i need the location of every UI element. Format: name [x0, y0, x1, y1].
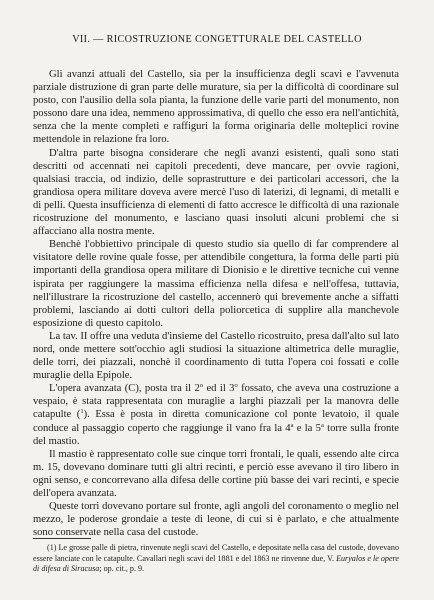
paragraph-4: La tav. II offre una veduta d'insieme del Castello ricostruito, presa dall'alto sul lato nord, onde mettere sott'occhio agli studiosi la situazione altimetrica delle muraglie, delle torri, dei piazzali, nonchè il coordinamento di tutta l'opera coi fossati e colle muraglie della Epipole.	[33, 330, 399, 382]
paragraph-5-part-c: fossato, che aveva una costruzione a vespaio, è stata rappresentata con muraglie a larghi piazzali per la manovra delle catapulte (	[33, 383, 399, 421]
ordinal-sup-2: o	[234, 382, 238, 390]
footnote-text-b: ; op. cit., p. 9.	[99, 564, 145, 574]
ordinal-sup-3: a	[290, 421, 294, 429]
paragraph-5-part-b: ed il 3	[203, 383, 235, 395]
footnote-marker: (1)	[47, 543, 57, 552]
paragraph-1: Gli avanzi attuali del Castello, sia per la insufficienza degli scavi e l'avvenuta parziale distruzione di gran parte delle murature, sia per la difficoltà di coordinare sul posto, con l'ausilio della sola pianta, la funzione delle varie parti del monumento, non possono dare una idea, nemmeno approssimativa, di quello che esso era nell'antichità, senza che la mente completi e raffiguri la forma originaria delle molteplici rovine mettendole in relazione fra loro.	[33, 69, 399, 146]
footnote-divider	[33, 538, 91, 539]
paragraph-5-part-a: L'opera avanzata (C), posta tra il 2	[49, 383, 200, 395]
body-text	[33, 58, 399, 539]
paragraph-5-part-f: torre sulla fronte del mastio.	[33, 422, 399, 447]
footnote-text-a: Le grosse palle di pietra, rinvenute negli scavi del Castello, e depositate nella casa del custode, dovevano essere lanciate con le catapulte. Cavallari negli scavi del 1881 e del 1863 ne rinvenne due, V.	[33, 543, 399, 563]
paragraph-5	[33, 382, 399, 447]
paragraph-5-part-d: ). Essa è posta in diretta comunicazione col ponte levatoio, il quale conduce al passaggio coperto che raggiunge il vano fra la 4	[33, 409, 399, 434]
footnote-title: Euryalos e le opere di difesa di Siracusa	[33, 553, 399, 574]
chapter-heading: VII. — RICOSTRUZIONE CONGETTURALE DEL CASTELLO	[72, 34, 362, 45]
paragraph-6: Il mastio è rappresentato colle sue cinque torri frontali, le quali, essendo alte circa m. 15, dovevano dominare tutti gli altri recinti, e perciò esse avevano il tiro libero in ogni senso, e concorrevano alla difesa delle cortine più basse dei vari recinti, e specie dell'opera avanzata.	[33, 448, 399, 499]
paragraph-2: D'altra parte bisogna considerare che negli avanzi esistenti, quali sono stati descritti od accennati nei capitoli precedenti, deve mancare, per ovvie ragioni, qualsiasi traccia, od indizio, delle soprastrutture e dei particolari accessori, che la grandiosa opera militare doveva avere mercè l'uso di laterizi, di legnami, di metalli e di pelli. Questa insufficienza di elementi di fatto accresce le difficoltà di una razionale ricostruzione del monumento, e lasciano quasi insoluti alcuni problemi che si affacciano alla nostra mente.	[33, 147, 399, 238]
ordinal-sup-4: a	[320, 421, 324, 429]
paragraph-3: Benchè l'obbiettivo principale di questo studio sia quello di far comprendere al visitatore delle rovine quale fosse, per attendibile congettura, la forma delle parti più importanti della grandiosa opera militare di Dionisio e le direttive tecniche cui venne ispirata per raggiungere la massima efficienza nella difesa e nell'offesa, tuttavia, nell'illustrare la ricostruzione del castello, accennerò qui brevemente anche a siffatti problemi, lasciando ai dotti cultori della poliorcetica di supplire alla manchevole esposizione di questo capitolo.	[33, 239, 399, 329]
paragraph-7: Queste torri dovevano portare sul fronte, agli angoli del coronamento o meglio nel mezzo, le poderose grondaie a teste di leone, di cui si è parlato, e che attualmente sono conservate nella casa del custode.	[33, 501, 399, 539]
ordinal-sup-1: o	[199, 382, 204, 390]
footnote	[33, 543, 399, 575]
footnote-reference: 1	[80, 408, 84, 416]
paragraph-5-part-e: e la 5	[293, 422, 321, 434]
